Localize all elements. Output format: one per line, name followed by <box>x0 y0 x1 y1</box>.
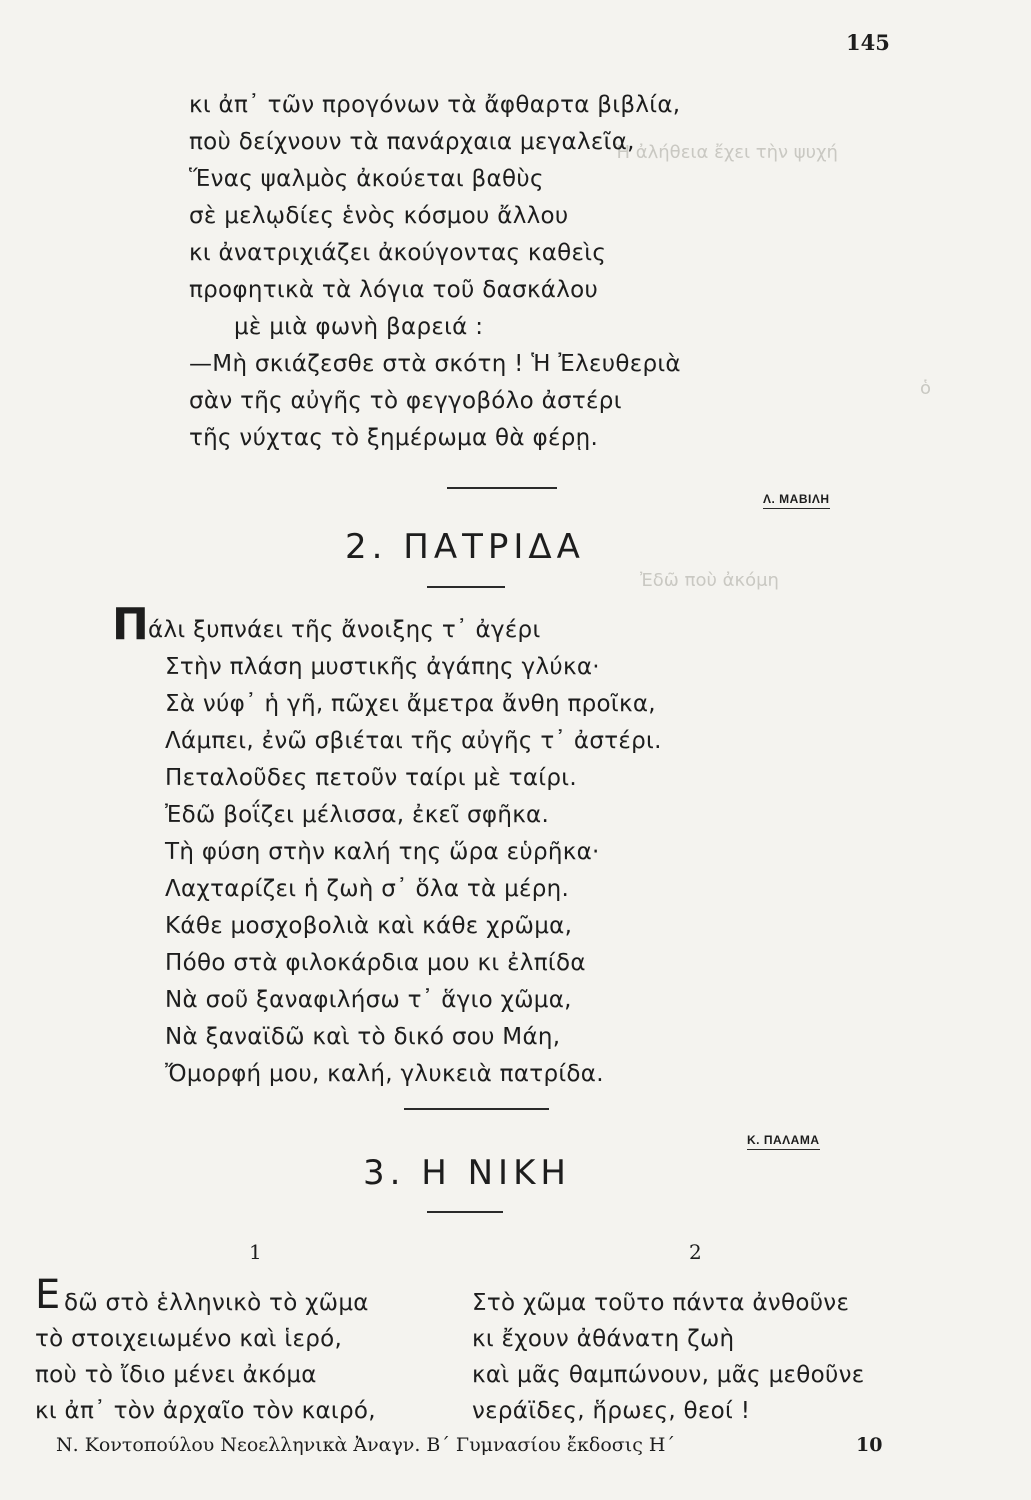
verse-line: τὸ στοιχειωμένο καὶ ἱερό, <box>35 1326 343 1352</box>
verse-line: ποὺ δείχνουν τὰ πανάρχαια μεγαλεῖα, <box>189 129 635 155</box>
drop-cap: Π <box>112 599 149 650</box>
verse-line: —Μὴ σκιάζεσθε στὰ σκότη ! Ἡ Ἐλευθεριὰ <box>189 351 681 377</box>
verse-line: Κάθε μοσχοβολιὰ καὶ κάθε χρῶμα, <box>165 913 573 939</box>
verse-line: κι ἔχουν ἀθάνατη ζωὴ <box>472 1326 735 1352</box>
verse-line: Νὰ σοῦ ξαναφιλήσω τ᾿ ἅγιο χῶμα, <box>165 987 572 1013</box>
verse-line: Νὰ ξαναϊδῶ καὶ τὸ δικό σου Μάη, <box>165 1024 561 1050</box>
verse-line: Τὴ φύση στὴν καλή της ὥρα εὑρῆκα· <box>165 839 600 865</box>
verse-line: ποὺ τὸ ἴδιο μένει ἀκόμα <box>35 1362 317 1388</box>
divider <box>427 586 505 588</box>
author-signature: Κ. ΠΑΛΑΜΑ <box>747 1133 820 1150</box>
verse-line: Ὄμορφή μου, καλή, γλυκειὰ πατρίδα. <box>165 1061 604 1087</box>
verse-line: κι ἀνατριχιάζει ἀκούγοντας καθεὶς <box>189 240 607 266</box>
verse-line: Στὴν πλάση μυστικῆς ἀγάπης γλύκα· <box>165 654 600 680</box>
bleed-through-text: ὁ <box>920 378 932 399</box>
bleed-through-text: Ἡ ἀλήθεια ἔχει τὴν ψυχή <box>615 142 838 163</box>
divider <box>447 487 557 489</box>
bleed-through-text: Ἐδῶ ποὺ ἀκόμη <box>640 570 779 591</box>
signature-number: 10 <box>856 1434 883 1456</box>
verse-line: σὰν τῆς αὐγῆς τὸ φεγγοβόλο ἀστέρι <box>189 388 622 414</box>
stanza-number: 1 <box>249 1240 262 1264</box>
divider <box>427 1211 503 1213</box>
verse-line: μὲ μιὰ φωνὴ βαρειά : <box>234 314 484 340</box>
verse-line: Λαχταρίζει ἡ ζωὴ σ᾿ ὅλα τὰ μέρη. <box>165 876 570 902</box>
divider <box>404 1108 549 1110</box>
verse-line: Πεταλοῦδες πετοῦν ταίρι μὲ ταίρι. <box>165 765 577 791</box>
verse-line: Στὸ χῶμα τοῦτο πάντα ἀνθοῦνε <box>472 1290 850 1316</box>
verse-line: προφητικὰ τὰ λόγια τοῦ δασκάλου <box>189 277 599 303</box>
verse-line: κι ἀπ᾿ τὸν ἀρχαῖο τὸν καιρό, <box>35 1398 376 1424</box>
verse-line: νεράϊδες, ἥρωες, θεοί ! <box>472 1398 751 1424</box>
verse-line: τῆς νύχτας τὸ ξημέρωμα θὰ φέρῃ. <box>189 425 599 451</box>
stanza-number: 2 <box>689 1240 702 1264</box>
drop-cap: Ε <box>35 1272 61 1318</box>
footer-citation: Ν. Κοντοπούλου Νεοελληνικὰ Ἀναγν. Β΄ Γυμνασίου ἔκδοσις Η΄ <box>56 1434 675 1456</box>
verse-line: άλι ξυπνάει τῆς ἄνοιξης τ᾿ ἀγέρι <box>148 617 541 643</box>
verse-line: Σὰ νύφ᾿ ἡ γῆ, πῶχει ἄμετρα ἄνθη προῖκα, <box>165 691 656 717</box>
verse-line: Ἐδῶ βοΐζει μέλισσα, ἐκεῖ σφῆκα. <box>165 802 550 828</box>
verse-line: καὶ μᾶς θαμπώνουν, μᾶς μεθοῦνε <box>472 1362 865 1388</box>
page-number: 145 <box>846 30 890 55</box>
verse-line: Ἕνας ψαλμὸς ἀκούεται βαθὺς <box>189 166 544 192</box>
verse-line: Πόθο στὰ φιλοκάρδια μου κι ἐλπίδα <box>165 950 586 976</box>
verse-line: σὲ μελῳδίες ἑνὸς κόσμου ἄλλου <box>189 203 569 229</box>
section-heading: 2. ΠΑΤΡΙΔΑ <box>345 527 585 567</box>
verse-line: Λάμπει, ἐνῶ σβιέται τῆς αὐγῆς τ᾿ ἀστέρι. <box>165 728 662 754</box>
section-heading: 3. Η ΝΙΚΗ <box>363 1153 571 1193</box>
verse-line: κι ἀπ᾿ τῶν προγόνων τὰ ἄφθαρτα βιβλία, <box>189 92 681 118</box>
verse-line: δῶ στὸ ἑλληνικὸ τὸ χῶμα <box>64 1290 369 1316</box>
author-signature: Λ. ΜΑΒΙΛΗ <box>763 492 830 509</box>
